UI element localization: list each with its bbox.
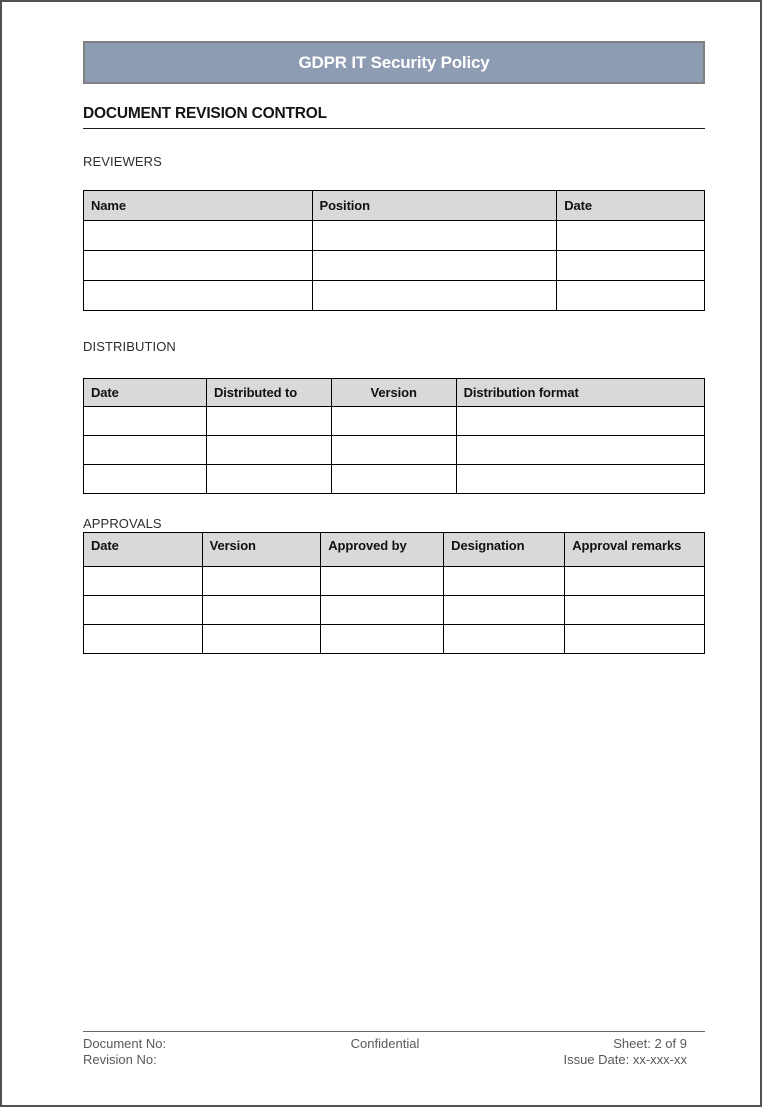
table-cell (456, 407, 704, 436)
table-cell (202, 596, 321, 625)
column-header-name: Name (84, 191, 313, 221)
approvals-header-row (84, 533, 705, 567)
column-header-approval-remarks: Approval remarks (565, 533, 705, 567)
table-cell (202, 625, 321, 654)
distribution-header-row (84, 379, 705, 407)
section-label-reviewers: REVIEWERS (83, 154, 162, 169)
table-cell (84, 221, 313, 251)
table-cell (312, 281, 557, 311)
document-title: GDPR IT Security Policy (298, 52, 490, 72)
revision-no-label: Revision No: (83, 1052, 157, 1067)
column-header-date: Date (84, 533, 203, 567)
table-cell (444, 625, 565, 654)
column-header-date: Date (84, 379, 207, 407)
footer-row-1 (83, 1036, 705, 1052)
footer-row-2 (83, 1052, 705, 1068)
reviewers-header-row (84, 191, 705, 221)
table-cell (456, 436, 704, 465)
table-cell (84, 407, 207, 436)
table-cell (84, 567, 203, 596)
table-cell (444, 596, 565, 625)
document-no-label: Document No: (83, 1036, 167, 1051)
table-cell (557, 281, 705, 311)
table-row (84, 281, 705, 311)
table-cell (321, 596, 444, 625)
column-header-approved-by: Approved by (321, 533, 444, 567)
table-cell (312, 221, 557, 251)
table-row (84, 625, 705, 654)
column-header-version: Version (331, 379, 456, 407)
section-label-distribution: DISTRIBUTION (83, 339, 176, 354)
column-header-distribution-format: Distribution format (456, 379, 704, 407)
sheet-number-label: Sheet: 2 of 9 (613, 1036, 687, 1051)
reviewers-table (83, 190, 705, 311)
title-banner (83, 41, 705, 84)
table-cell (206, 465, 331, 494)
table-cell (84, 436, 207, 465)
table-row (84, 436, 705, 465)
page-footer (83, 1031, 705, 1068)
table-cell (565, 596, 705, 625)
table-cell (206, 407, 331, 436)
confidential-label: Confidential (350, 1036, 420, 1051)
issue-date-label: Issue Date: xx-xxx-xx (563, 1052, 687, 1067)
table-cell (84, 625, 203, 654)
table-cell (202, 567, 321, 596)
column-header-position: Position (312, 191, 557, 221)
table-cell (444, 567, 565, 596)
table-cell (206, 436, 331, 465)
column-header-version: Version (202, 533, 321, 567)
distribution-table (83, 378, 705, 494)
table-cell (331, 436, 456, 465)
table-cell (84, 281, 313, 311)
column-header-distributed-to: Distributed to (206, 379, 331, 407)
column-header-designation: Designation (444, 533, 565, 567)
table-cell (321, 567, 444, 596)
table-cell (331, 407, 456, 436)
table-row (84, 221, 705, 251)
table-row (84, 596, 705, 625)
table-cell (84, 251, 313, 281)
table-cell (565, 567, 705, 596)
table-cell (565, 625, 705, 654)
table-cell (312, 251, 557, 281)
table-cell (84, 465, 207, 494)
table-cell (321, 625, 444, 654)
approvals-table (83, 532, 705, 654)
table-cell (331, 465, 456, 494)
table-row (84, 465, 705, 494)
table-row (84, 251, 705, 281)
column-header-date: Date (557, 191, 705, 221)
table-cell (557, 251, 705, 281)
page-heading: DOCUMENT REVISION CONTROL (83, 105, 705, 129)
page-content (83, 41, 705, 654)
table-cell (84, 596, 203, 625)
table-row (84, 407, 705, 436)
table-cell (557, 221, 705, 251)
section-label-approvals: APPROVALS (83, 516, 162, 531)
table-row (84, 567, 705, 596)
table-cell (456, 465, 704, 494)
